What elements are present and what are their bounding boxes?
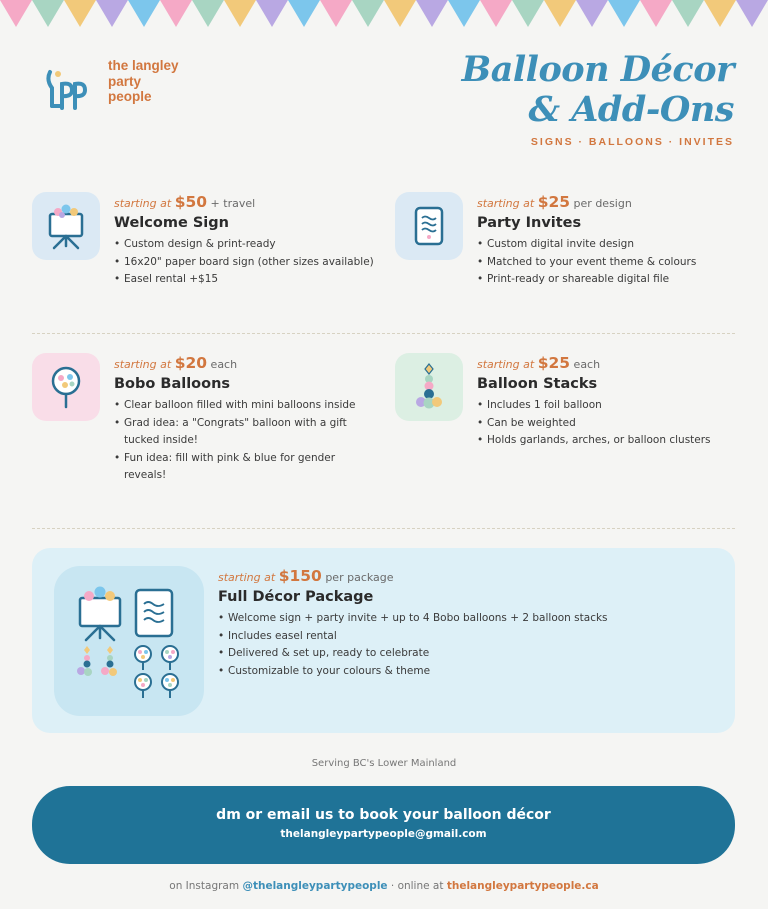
bunting-flag <box>448 0 480 27</box>
feature-list <box>114 236 374 289</box>
feature-item: • Print-ready or shareable digital file <box>477 271 737 289</box>
feature-item: • Holds garlands, arches, or balloon clusters <box>477 432 737 450</box>
price-prefix: starting at <box>114 197 172 210</box>
feature-item: • Custom digital invite design <box>477 236 737 254</box>
bunting-flag <box>224 0 256 27</box>
card-title: Welcome Sign <box>114 215 229 231</box>
feature-list <box>114 397 374 485</box>
price-line <box>477 355 737 373</box>
price-suffix: per design <box>573 197 632 210</box>
price-line <box>477 194 737 212</box>
bunting-flag <box>576 0 608 27</box>
bunting-flag <box>512 0 544 27</box>
invite-card-icon <box>414 206 444 246</box>
brand-name-line: party <box>108 73 142 89</box>
booking-cta-banner[interactable] <box>32 786 735 864</box>
card-icon-tile <box>32 353 100 421</box>
brand-name <box>108 58 179 105</box>
card-body <box>114 194 374 289</box>
feature-item: • Easel rental +$15 <box>114 271 374 289</box>
price-amount: $25 <box>537 354 571 372</box>
bunting-flag <box>608 0 640 27</box>
feature-list <box>218 610 718 680</box>
card-body <box>218 568 718 680</box>
feature-item: • Can be weighted <box>477 415 737 433</box>
service-area-note: Serving BC's Lower Mainland <box>311 758 457 769</box>
bunting-flag <box>320 0 352 27</box>
footer-prefix: on Instagram <box>169 880 240 892</box>
bunting-flag <box>704 0 736 27</box>
price-line <box>114 194 374 212</box>
price-prefix: starting at <box>477 197 535 210</box>
feature-item: • Customizable to your colours & theme <box>218 663 718 681</box>
feature-item: • Includes easel rental <box>218 628 718 646</box>
bunting-flag <box>256 0 288 27</box>
bunting-flag <box>32 0 64 27</box>
card-title: Full Décor Package <box>218 589 374 605</box>
page-subtitle: SIGNS · BALLOONS · INVITES <box>530 136 734 148</box>
balloon-stack-icon <box>412 362 446 412</box>
bunting-flag <box>160 0 192 27</box>
bunting-flag <box>736 0 768 27</box>
easel-sign-icon <box>44 202 88 250</box>
price-suffix: + travel <box>210 197 256 210</box>
feature-item: • Includes 1 foil balloon <box>477 397 737 415</box>
bunting-flag <box>480 0 512 27</box>
brand-logo[interactable] <box>44 58 179 112</box>
page-title-line-1: Balloon Décor <box>461 49 734 90</box>
bunting-flag <box>96 0 128 27</box>
package-card-full-decor <box>32 548 735 733</box>
website-link[interactable]: thelangleypartypeople.ca <box>446 880 599 892</box>
contact-email-link[interactable]: thelangleypartypeople@gmail.com <box>280 828 487 840</box>
card-icon-tile <box>395 353 463 421</box>
price-suffix: each <box>210 358 238 371</box>
bunting-flag <box>416 0 448 27</box>
bunting-flag <box>64 0 96 27</box>
brand-name-line: the langley <box>108 58 179 73</box>
brand-name-line: people <box>108 89 152 104</box>
card-body <box>114 355 374 485</box>
feature-item: • Delivered & set up, ready to celebrate <box>218 645 718 663</box>
full-decor-bundle-icon <box>54 566 204 716</box>
feature-list <box>477 397 737 450</box>
price-suffix: each <box>573 358 601 371</box>
price-line <box>114 355 374 373</box>
instagram-handle-link[interactable]: @thelangleypartypeople <box>242 880 388 892</box>
card-icon-tile <box>54 566 204 716</box>
card-title: Bobo Balloons <box>114 376 231 392</box>
price-amount: $20 <box>174 354 208 372</box>
section-divider <box>32 333 735 334</box>
footer-links <box>0 880 768 892</box>
card-body <box>477 194 737 289</box>
price-suffix: per package <box>325 571 394 584</box>
card-title: Balloon Stacks <box>477 376 598 392</box>
bobo-balloon-icon <box>48 365 84 409</box>
price-prefix: starting at <box>114 358 172 371</box>
price-prefix: starting at <box>477 358 535 371</box>
footer-middle: · online at <box>390 880 444 892</box>
price-line <box>218 568 718 586</box>
card-body <box>477 355 737 450</box>
bunting-flag <box>288 0 320 27</box>
feature-item: • Fun idea: fill with pink & blue for gender reveals! <box>114 450 374 485</box>
hero-heading <box>462 50 734 148</box>
price-prefix: starting at <box>218 571 276 584</box>
feature-item: • Grad idea: a "Congrats" balloon with a gift tucked inside! <box>114 415 374 450</box>
bunting-flag <box>128 0 160 27</box>
cta-headline: dm or email us to book your balloon décor <box>216 807 551 823</box>
price-amount: $25 <box>537 193 571 211</box>
bunting-flag <box>384 0 416 27</box>
bunting-flag <box>192 0 224 27</box>
bunting-flag <box>640 0 672 27</box>
price-amount: $150 <box>278 567 322 585</box>
page-title-line-2: & Add-Ons <box>528 89 734 130</box>
feature-item: • 16x20" paper board sign (other sizes available) <box>114 254 374 272</box>
bunting-flag <box>0 0 32 27</box>
section-divider <box>32 528 735 529</box>
bunting-flag <box>544 0 576 27</box>
card-title: Party Invites <box>477 215 582 231</box>
card-icon-tile <box>395 192 463 260</box>
feature-item: • Clear balloon filled with mini balloons inside <box>114 397 374 415</box>
bunting-flag <box>672 0 704 27</box>
feature-item: • Welcome sign + party invite + up to 4 Bobo balloons + 2 balloon stacks <box>218 610 718 628</box>
price-amount: $50 <box>174 193 208 211</box>
bunting-banner <box>0 0 768 30</box>
card-icon-tile <box>32 192 100 260</box>
feature-item: • Custom design & print-ready <box>114 236 374 254</box>
bunting-flag <box>352 0 384 27</box>
lpp-monogram-icon <box>44 66 90 112</box>
feature-list <box>477 236 737 289</box>
feature-item: • Matched to your event theme & colours <box>477 254 737 272</box>
